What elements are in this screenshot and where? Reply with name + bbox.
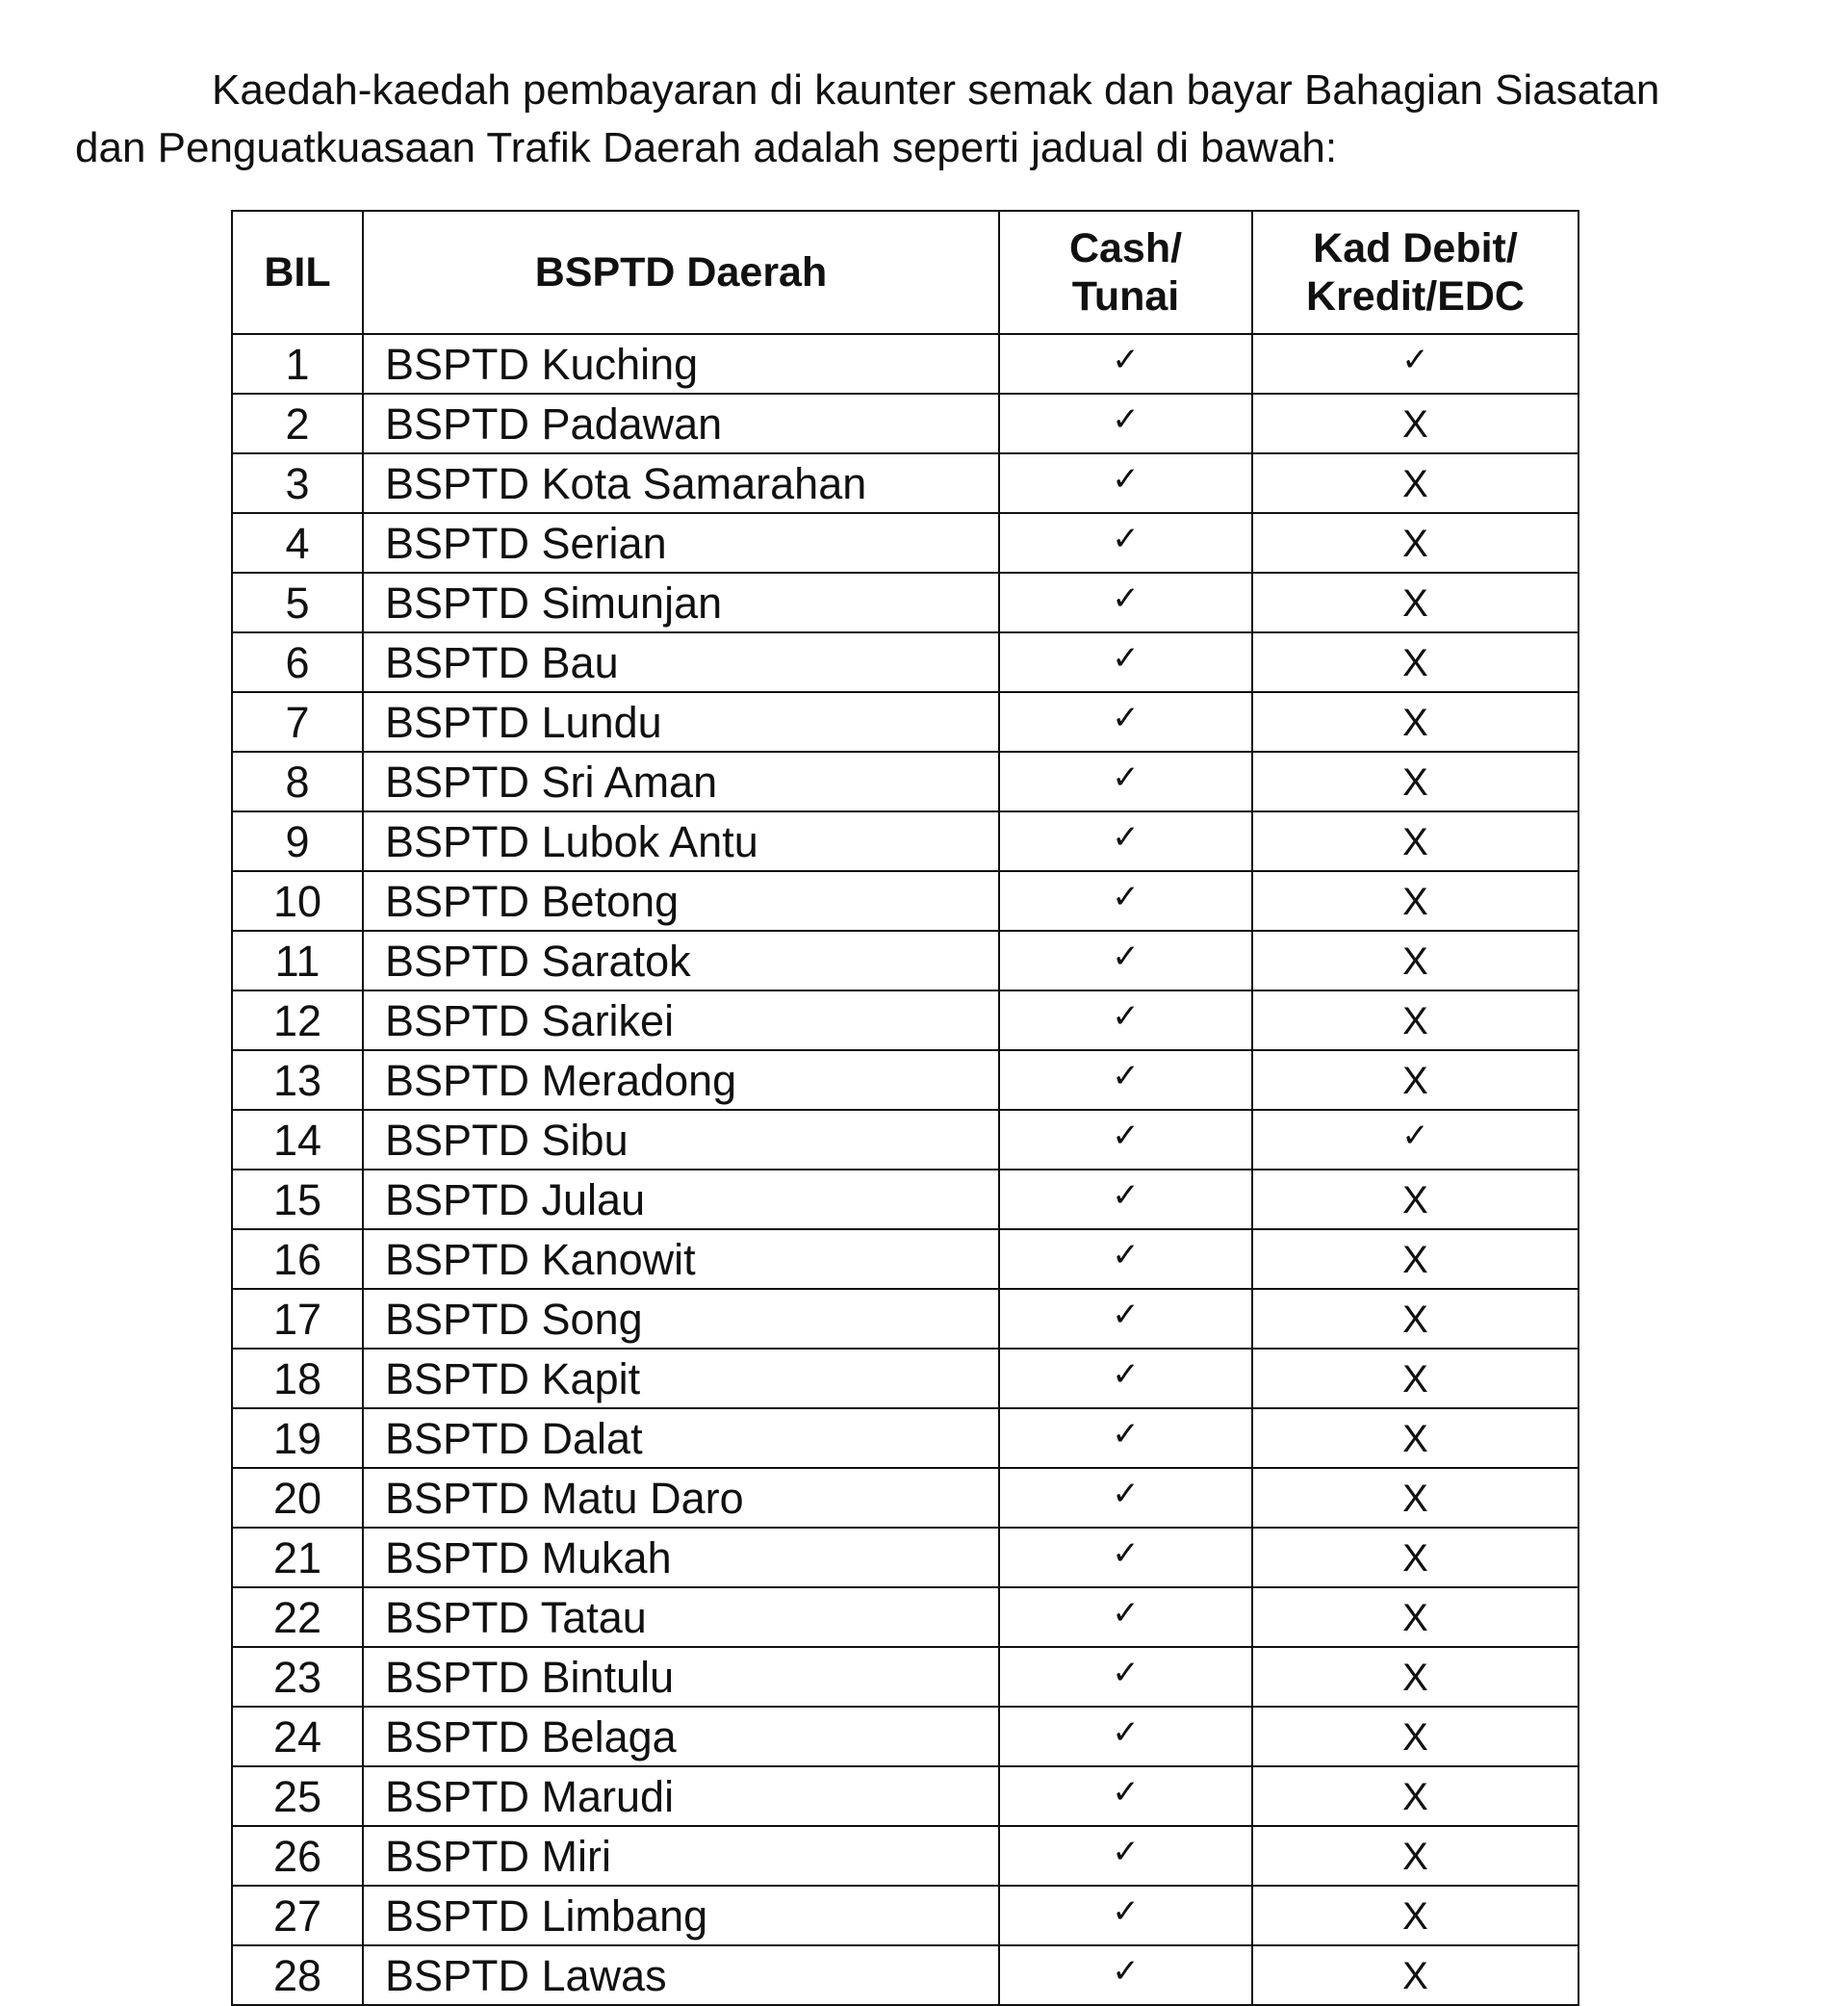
check-mark-icon: ✓	[1112, 1713, 1140, 1752]
row-cash-cell	[999, 573, 1252, 632]
table-row	[232, 1826, 1578, 1886]
cross-mark-icon: X	[1402, 463, 1428, 505]
row-card-cell	[1252, 752, 1578, 811]
table-row	[232, 1468, 1578, 1528]
table-row	[232, 811, 1578, 871]
table-row	[232, 1587, 1578, 1647]
row-card-cell	[1252, 811, 1578, 871]
check-mark-icon: ✓	[1112, 1952, 1140, 1991]
row-cash-cell	[999, 1289, 1252, 1349]
cross-mark-icon: X	[1402, 1716, 1428, 1759]
row-daerah-name: BSPTD Betong	[363, 871, 999, 931]
row-cash-cell	[999, 1766, 1252, 1826]
check-mark-icon: ✓	[1112, 1475, 1140, 1513]
table-row	[232, 1229, 1578, 1289]
row-card-cell	[1252, 1587, 1578, 1647]
row-cash-cell	[999, 1945, 1252, 2005]
payment-methods-table	[231, 210, 1579, 2006]
row-cash-cell	[999, 453, 1252, 513]
row-bil: 17	[232, 1289, 363, 1349]
cross-mark-icon: X	[1402, 1358, 1428, 1401]
row-card-cell	[1252, 1110, 1578, 1170]
row-daerah-name: BSPTD Song	[363, 1289, 999, 1349]
cross-mark-icon: X	[1402, 1179, 1428, 1222]
cross-mark-icon: X	[1402, 1000, 1428, 1042]
row-card-cell	[1252, 513, 1578, 573]
row-daerah-name: BSPTD Bintulu	[363, 1647, 999, 1707]
check-mark-icon: ✓	[1112, 878, 1140, 916]
check-mark-icon: ✓	[1112, 997, 1140, 1036]
cross-mark-icon: X	[1402, 1836, 1428, 1878]
check-mark-icon: ✓	[1112, 1057, 1140, 1095]
cross-mark-icon: X	[1402, 1657, 1428, 1699]
check-mark-icon: ✓	[1112, 1594, 1140, 1633]
table-row	[232, 394, 1578, 453]
header-cash-line-2: Tunai	[1071, 273, 1180, 320]
check-mark-icon: ✓	[1112, 1654, 1140, 1692]
row-daerah-name: BSPTD Bau	[363, 632, 999, 692]
check-mark-icon: ✓	[1112, 938, 1140, 976]
cross-mark-icon: X	[1402, 1597, 1428, 1639]
row-card-cell	[1252, 632, 1578, 692]
row-daerah-name: BSPTD Meradong	[363, 1050, 999, 1110]
row-bil: 13	[232, 1050, 363, 1110]
row-cash-cell	[999, 1707, 1252, 1766]
check-mark-icon: ✓	[1112, 639, 1140, 678]
row-card-cell	[1252, 871, 1578, 931]
row-bil: 7	[232, 692, 363, 752]
check-mark-icon: ✓	[1112, 1355, 1140, 1394]
row-daerah-name: BSPTD Tatau	[363, 1587, 999, 1647]
cross-mark-icon: X	[1402, 1537, 1428, 1580]
check-mark-icon: ✓	[1112, 1236, 1140, 1274]
cross-mark-icon: X	[1402, 1299, 1428, 1341]
row-card-cell	[1252, 1468, 1578, 1528]
row-bil: 14	[232, 1110, 363, 1170]
table-row	[232, 1349, 1578, 1408]
row-daerah-name: BSPTD Mukah	[363, 1528, 999, 1587]
row-daerah-name: BSPTD Matu Daro	[363, 1468, 999, 1528]
row-bil: 21	[232, 1528, 363, 1587]
header-card	[1252, 211, 1578, 334]
check-mark-icon: ✓	[1112, 460, 1140, 499]
row-cash-cell	[999, 811, 1252, 871]
row-bil: 9	[232, 811, 363, 871]
check-mark-icon: ✓	[1112, 1296, 1140, 1334]
intro-line-2: dan Penguatkuasaan Trafik Daerah adalah seperti jadual di bawah:	[75, 124, 1338, 171]
row-cash-cell	[999, 1886, 1252, 1945]
check-mark-icon: ✓	[1112, 520, 1140, 558]
check-mark-icon: ✓	[1112, 579, 1140, 618]
cross-mark-icon: X	[1402, 403, 1428, 446]
table-row	[232, 692, 1578, 752]
table-row	[232, 1408, 1578, 1468]
row-card-cell	[1252, 692, 1578, 752]
row-cash-cell	[999, 692, 1252, 752]
row-bil: 28	[232, 1945, 363, 2005]
row-bil: 18	[232, 1349, 363, 1408]
row-card-cell	[1252, 1408, 1578, 1468]
table-header-row	[232, 211, 1578, 334]
row-cash-cell	[999, 1647, 1252, 1707]
cross-mark-icon: X	[1402, 1776, 1428, 1818]
row-bil: 25	[232, 1766, 363, 1826]
row-daerah-name: BSPTD Sarikei	[363, 990, 999, 1050]
cross-mark-icon: X	[1402, 940, 1428, 983]
table-row	[232, 871, 1578, 931]
row-daerah-name: BSPTD Lundu	[363, 692, 999, 752]
table-row	[232, 1110, 1578, 1170]
row-card-cell	[1252, 1229, 1578, 1289]
check-mark-icon: ✓	[1112, 400, 1140, 439]
row-bil: 19	[232, 1408, 363, 1468]
table-row	[232, 1289, 1578, 1349]
table-row	[232, 453, 1578, 513]
row-card-cell	[1252, 1886, 1578, 1945]
row-cash-cell	[999, 334, 1252, 394]
row-daerah-name: BSPTD Padawan	[363, 394, 999, 453]
row-daerah-name: BSPTD Limbang	[363, 1886, 999, 1945]
intro-paragraph	[75, 62, 1779, 177]
row-bil: 22	[232, 1587, 363, 1647]
table-row	[232, 1707, 1578, 1766]
row-bil: 6	[232, 632, 363, 692]
check-mark-icon: ✓	[1112, 341, 1140, 379]
check-mark-icon: ✓	[1112, 759, 1140, 797]
cross-mark-icon: X	[1402, 1239, 1428, 1281]
row-card-cell	[1252, 990, 1578, 1050]
cross-mark-icon: X	[1402, 642, 1428, 684]
row-card-cell	[1252, 453, 1578, 513]
row-cash-cell	[999, 1468, 1252, 1528]
table-body	[232, 334, 1578, 2005]
row-daerah-name: BSPTD Sibu	[363, 1110, 999, 1170]
check-mark-icon: ✓	[1112, 1176, 1140, 1215]
row-daerah-name: BSPTD Sri Aman	[363, 752, 999, 811]
cross-mark-icon: X	[1402, 1895, 1428, 1938]
table-row	[232, 1886, 1578, 1945]
row-bil: 5	[232, 573, 363, 632]
row-daerah-name: BSPTD Kanowit	[363, 1229, 999, 1289]
row-daerah-name: BSPTD Miri	[363, 1826, 999, 1886]
row-cash-cell	[999, 1826, 1252, 1886]
check-mark-icon: ✓	[1112, 818, 1140, 857]
cross-mark-icon: X	[1402, 1418, 1428, 1460]
row-daerah-name: BSPTD Kuching	[363, 334, 999, 394]
row-cash-cell	[999, 1229, 1252, 1289]
cross-mark-icon: X	[1402, 1478, 1428, 1520]
row-bil: 1	[232, 334, 363, 394]
row-daerah-name: BSPTD Kota Samarahan	[363, 453, 999, 513]
row-bil: 11	[232, 931, 363, 990]
header-cash-line-1: Cash/	[1068, 225, 1183, 271]
row-cash-cell	[999, 871, 1252, 931]
check-mark-icon: ✓	[1112, 1534, 1140, 1573]
table-row	[232, 752, 1578, 811]
row-cash-cell	[999, 1110, 1252, 1170]
row-daerah-name: BSPTD Dalat	[363, 1408, 999, 1468]
row-cash-cell	[999, 1587, 1252, 1647]
row-card-cell	[1252, 1050, 1578, 1110]
table-row	[232, 513, 1578, 573]
table-row	[232, 1050, 1578, 1110]
table-row	[232, 1170, 1578, 1229]
row-bil: 2	[232, 394, 363, 453]
cross-mark-icon: X	[1402, 881, 1428, 923]
row-daerah-name: BSPTD Belaga	[363, 1707, 999, 1766]
row-daerah-name: BSPTD Lawas	[363, 1945, 999, 2005]
row-card-cell	[1252, 394, 1578, 453]
row-cash-cell	[999, 931, 1252, 990]
row-daerah-name: BSPTD Kapit	[363, 1349, 999, 1408]
row-daerah-name: BSPTD Marudi	[363, 1766, 999, 1826]
row-daerah-name: BSPTD Julau	[363, 1170, 999, 1229]
cross-mark-icon: X	[1402, 1060, 1428, 1102]
row-card-cell	[1252, 1826, 1578, 1886]
row-cash-cell	[999, 1349, 1252, 1408]
row-cash-cell	[999, 1170, 1252, 1229]
row-bil: 15	[232, 1170, 363, 1229]
row-daerah-name: BSPTD Serian	[363, 513, 999, 573]
row-bil: 23	[232, 1647, 363, 1707]
row-card-cell	[1252, 1766, 1578, 1826]
row-cash-cell	[999, 1408, 1252, 1468]
check-mark-icon: ✓	[1112, 1833, 1140, 1871]
row-card-cell	[1252, 1647, 1578, 1707]
check-mark-icon: ✓	[1112, 1415, 1140, 1453]
intro-line-1: Kaedah-kaedah pembayaran di kaunter semak dan bayar Bahagian Siasatan	[212, 66, 1660, 114]
header-card-line-1: Kad Debit/	[1313, 225, 1518, 271]
row-bil: 24	[232, 1707, 363, 1766]
row-bil: 8	[232, 752, 363, 811]
row-card-cell	[1252, 1707, 1578, 1766]
header-card-line-2: Kredit/EDC	[1306, 273, 1525, 320]
header-cash	[999, 211, 1252, 334]
cross-mark-icon: X	[1402, 1955, 1428, 1997]
table-row	[232, 1945, 1578, 2005]
table-row	[232, 931, 1578, 990]
row-bil: 12	[232, 990, 363, 1050]
row-bil: 16	[232, 1229, 363, 1289]
table-row	[232, 334, 1578, 394]
row-cash-cell	[999, 1528, 1252, 1587]
row-card-cell	[1252, 1528, 1578, 1587]
cross-mark-icon: X	[1402, 702, 1428, 744]
row-daerah-name: BSPTD Saratok	[363, 931, 999, 990]
cross-mark-icon: X	[1402, 582, 1428, 625]
cross-mark-icon: X	[1402, 761, 1428, 804]
row-cash-cell	[999, 990, 1252, 1050]
row-bil: 4	[232, 513, 363, 573]
row-bil: 26	[232, 1826, 363, 1886]
table-row	[232, 1528, 1578, 1587]
row-cash-cell	[999, 513, 1252, 573]
row-card-cell	[1252, 1349, 1578, 1408]
cross-mark-icon: X	[1402, 821, 1428, 863]
header-bil: BIL	[232, 211, 363, 334]
check-mark-icon: ✓	[1112, 1773, 1140, 1812]
row-bil: 27	[232, 1886, 363, 1945]
table-row	[232, 1766, 1578, 1826]
check-mark-icon: ✓	[1401, 1117, 1429, 1155]
table-row	[232, 632, 1578, 692]
cross-mark-icon: X	[1402, 523, 1428, 565]
table-row	[232, 990, 1578, 1050]
table-row	[232, 573, 1578, 632]
row-card-cell	[1252, 1170, 1578, 1229]
row-bil: 3	[232, 453, 363, 513]
table-row	[232, 1647, 1578, 1707]
row-daerah-name: BSPTD Lubok Antu	[363, 811, 999, 871]
header-daerah: BSPTD Daerah	[363, 211, 999, 334]
check-mark-icon: ✓	[1112, 1892, 1140, 1931]
check-mark-icon: ✓	[1401, 341, 1429, 379]
row-card-cell	[1252, 1289, 1578, 1349]
row-cash-cell	[999, 752, 1252, 811]
check-mark-icon: ✓	[1112, 699, 1140, 737]
row-daerah-name: BSPTD Simunjan	[363, 573, 999, 632]
row-card-cell	[1252, 334, 1578, 394]
row-bil: 10	[232, 871, 363, 931]
row-card-cell	[1252, 1945, 1578, 2005]
row-cash-cell	[999, 394, 1252, 453]
row-cash-cell	[999, 632, 1252, 692]
row-card-cell	[1252, 931, 1578, 990]
row-cash-cell	[999, 1050, 1252, 1110]
row-card-cell	[1252, 573, 1578, 632]
check-mark-icon: ✓	[1112, 1117, 1140, 1155]
row-bil: 20	[232, 1468, 363, 1528]
